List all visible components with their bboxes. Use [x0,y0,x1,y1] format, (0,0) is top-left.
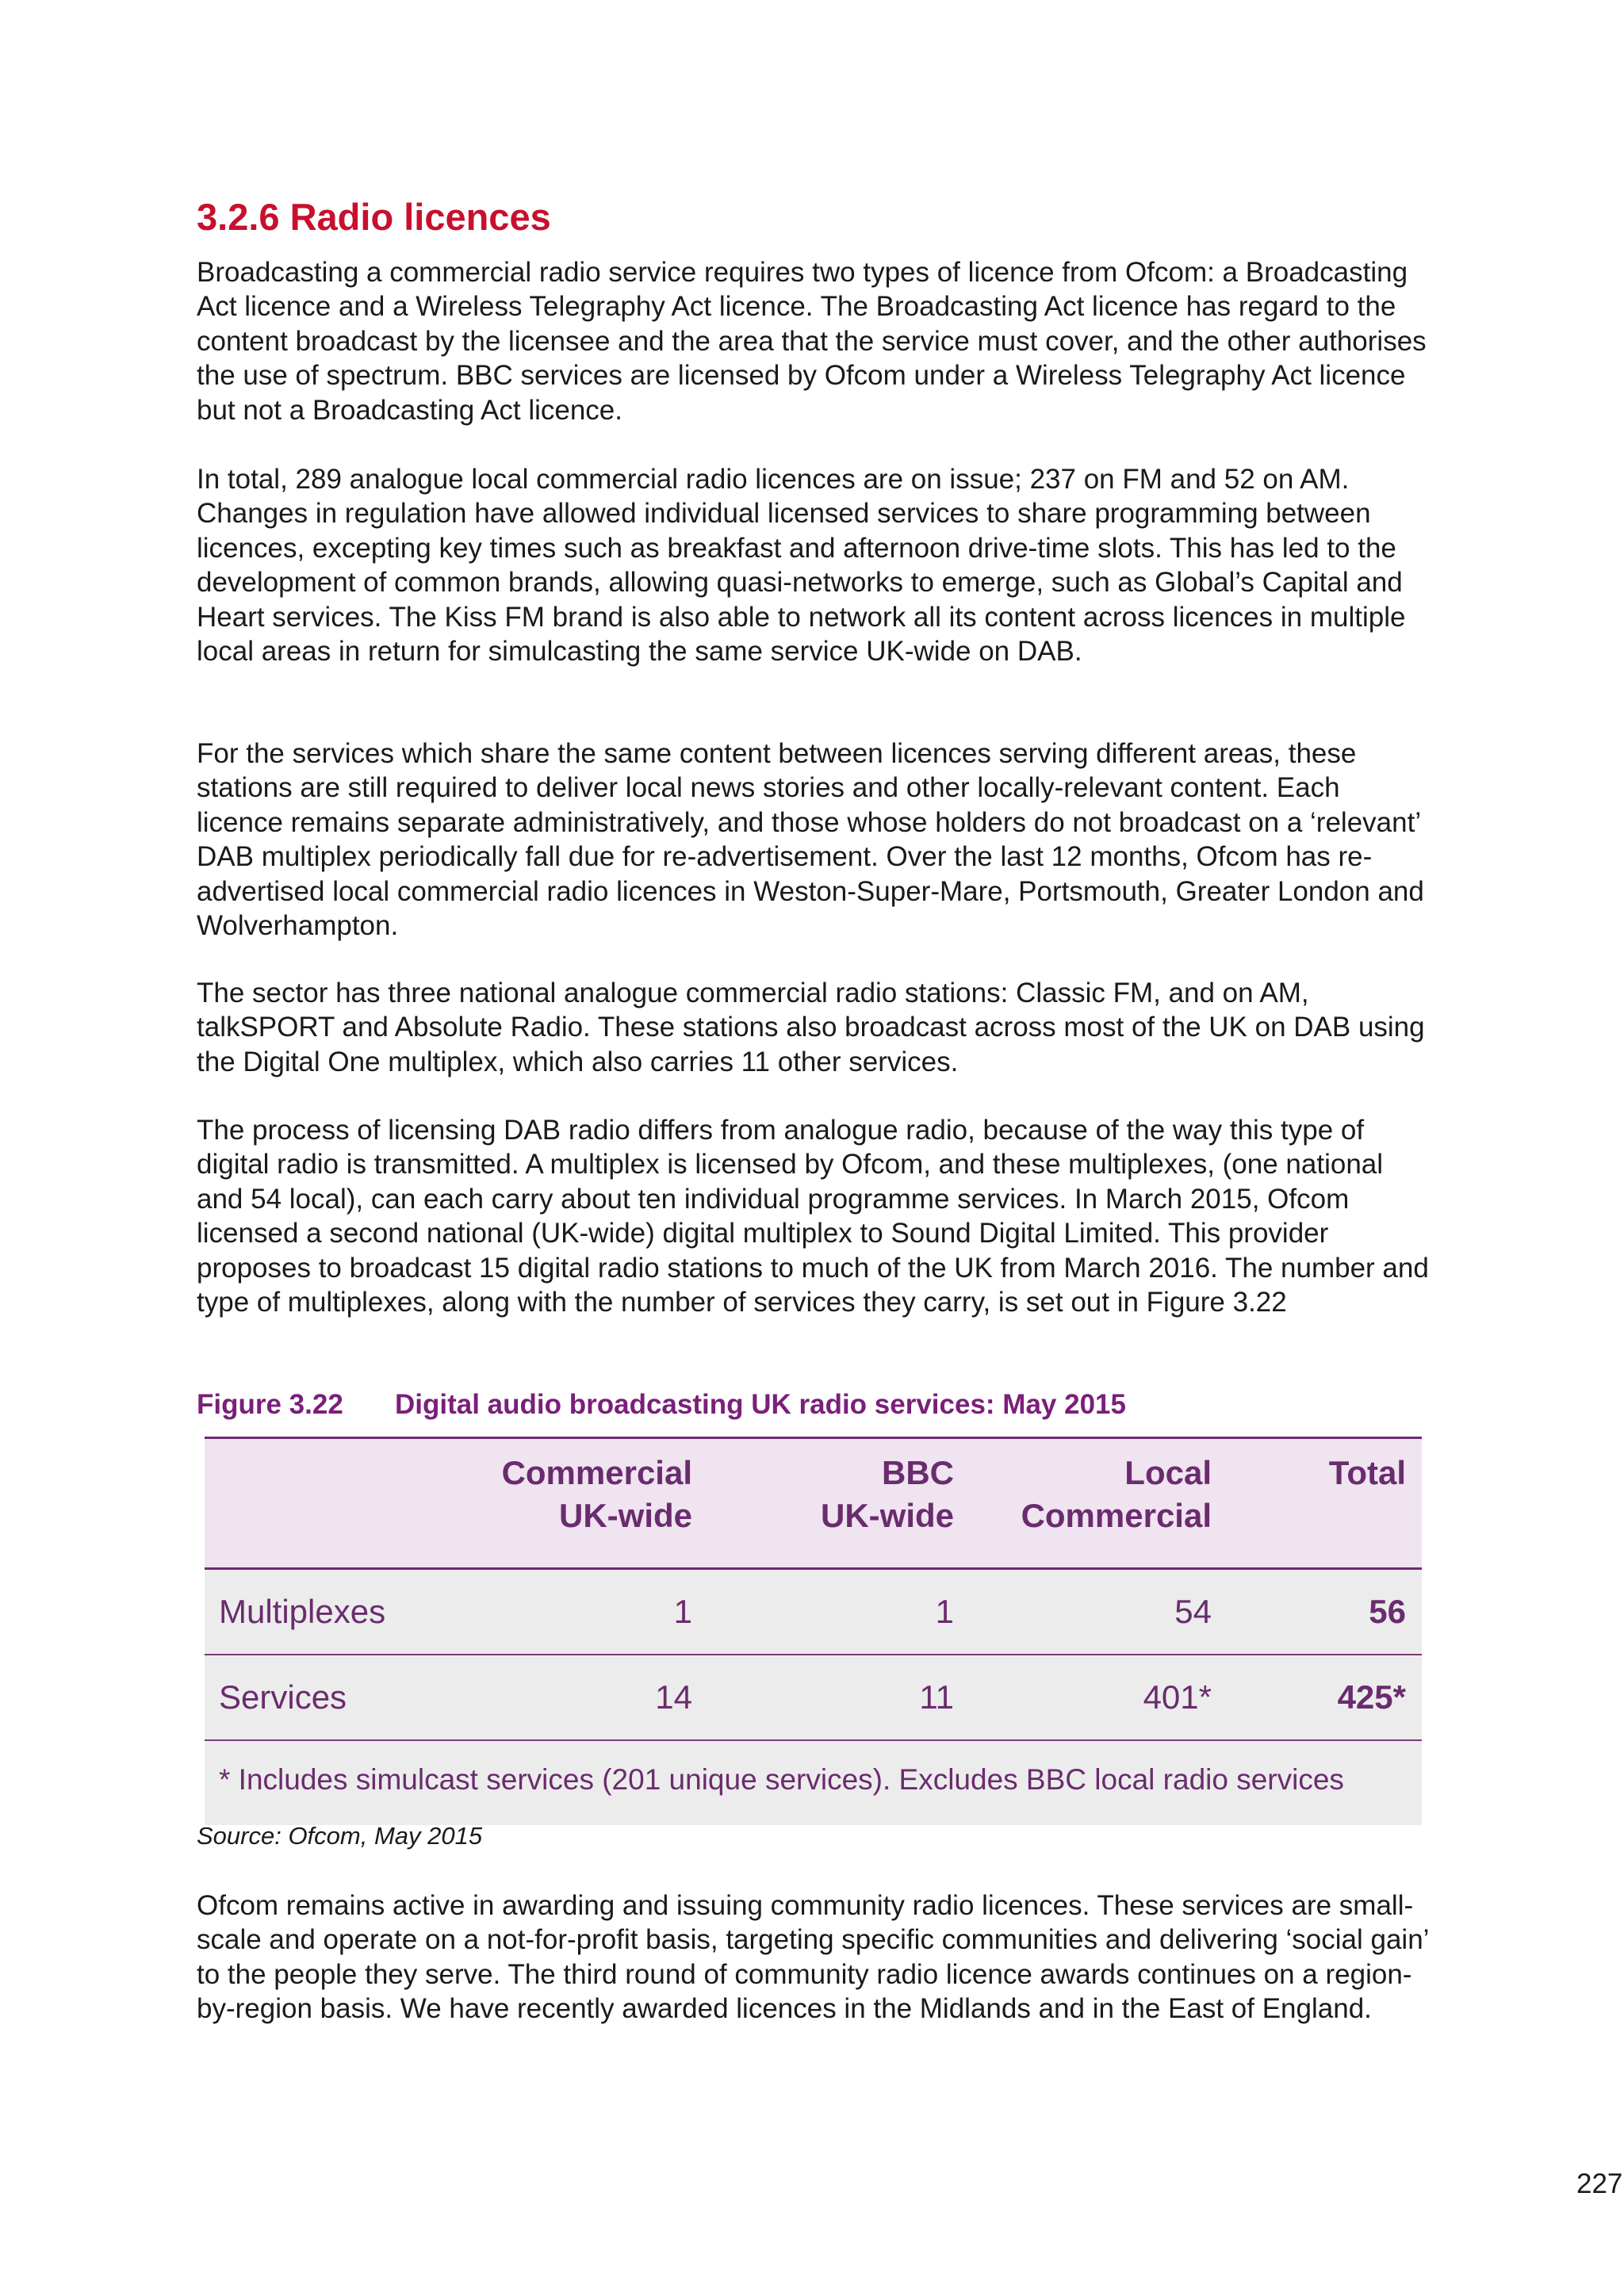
header-commercial-uk-wide: Commercial UK-wide [501,1454,692,1534]
figure-source: Source: Ofcom, May 2015 [197,1822,483,1850]
table-row [205,1570,1422,1655]
paragraph-1: Broadcasting a commercial radio service requires two types of licence from Ofcom: a Broadcasting Act licence and a Wireless Telegraphy Act licence. The Broadcasting Act licence has regard to the content broadcast by the licensee and the area that the service must cover, and the other authorises the use of spectrum. BBC services are licensed by Ofcom under a Wireless Telegraphy Act licence but not a Broadcasting Act licence. [197,257,1427,426]
table-note: * Includes simulcast services (201 unique services). Excludes BBC local radio services [219,1763,1344,1796]
page-number: 227 [1576,2168,1623,2199]
cell-local-commercial: 54 [1174,1593,1212,1630]
paragraph-6: Ofcom remains active in awarding and issuing community radio licences. These services are small-scale and operate on a not-for-profit basis, targeting specific communities and delivering ‘social gain’ to the people they serve. The third round of community radio licence awards continues on a region-by-region basis. We have recently awarded licences in the Midlands and in the East of England. [197,1890,1429,2025]
table-header [205,1437,1422,1570]
figure-caption: Digital audio broadcasting UK radio services: May 2015 [395,1389,1126,1420]
paragraph-5: The process of licensing DAB radio differs from analogue radio, because of the way this type of digital radio is transmitted. A multiplex is licensed by Ofcom, and these multiplexes, (one national and 54 local), can each carry about ten individual programme services. In March 2015, Ofcom licensed a second national (UK-wide) digital multiplex to Sound Digital Limited. This provider proposes to broadcast 15 digital radio stations to much of the UK from March 2016. The number and type of multiplexes, along with the number of services they carry, is set out in Figure 3.22 [197,1115,1429,1318]
paragraph-3: For the services which share the same content between licences serving different areas, these stations are still required to deliver local news stories and other locally-relevant content. Each licence remains separate administratively, and those whose holders do not broadcast on a ‘relevant’ DAB multiplex periodically fall due for re-advertisement. Over the last 12 months, Ofcom has re-advertised local commercial radio licences in Weston-Super-Mare, Portsmouth, Greater London and Wolverhampton. [197,738,1424,942]
cell-commercial-uk-wide: 1 [673,1593,692,1630]
row-label: Services [219,1678,347,1716]
cell-total: 425* [1337,1678,1406,1716]
header-bbc-uk-wide: BBC UK-wide [821,1454,954,1534]
section-heading: 3.2.6 Radio licences [197,196,551,238]
row-label: Multiplexes [219,1593,386,1630]
cell-total: 56 [1369,1593,1406,1630]
paragraph-2: In total, 289 analogue local commercial radio licences are on issue; 237 on FM and 52 on AM. Changes in regulation have allowed individual licensed services to share programming between licences, excepting key times such as breakfast and afternoon drive-time slots. This has led to the development of common brands, allowing quasi-networks to emerge, such as Global’s Capital and Heart services. The Kiss FM brand is also able to network all its content across licences in multiple local areas in return for simulcasting the same service UK-wide on DAB. [197,464,1406,668]
dab-services-table [205,1437,1422,1825]
table-row [205,1655,1422,1741]
cell-bbc-uk-wide: 1 [935,1593,954,1630]
header-total: Total [1328,1454,1406,1491]
table-note-row [205,1741,1422,1825]
header-local-commercial: Local Commercial [1021,1454,1212,1534]
cell-bbc-uk-wide: 11 [919,1678,954,1716]
paragraph-4: The sector has three national analogue commercial radio stations: Classic FM, and on AM, talkSPORT and Absolute Radio. These stations also broadcast across most of the UK on DAB using the Digital One multiplex, which also carries 11 other services. [197,978,1425,1077]
figure-title [197,1387,1126,1422]
cell-commercial-uk-wide: 14 [655,1678,692,1716]
figure-number: Figure 3.22 [197,1389,343,1420]
cell-local-commercial: 401* [1143,1678,1212,1716]
